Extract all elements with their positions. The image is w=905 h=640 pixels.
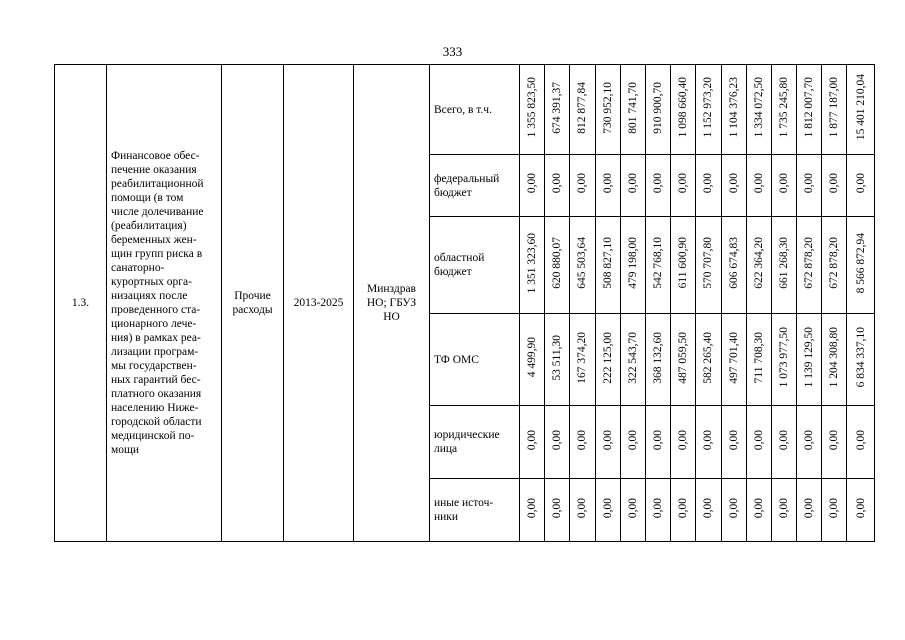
value-text: 1 139 129,50: [803, 327, 816, 388]
value-text: 0,00: [828, 429, 841, 451]
value-text: 0,00: [727, 173, 740, 194]
value-cell: [721, 217, 746, 314]
value-text: 0,00: [828, 497, 841, 519]
value-text: 368 132,60: [652, 331, 665, 384]
value-cell: [570, 406, 595, 479]
value-cell: [620, 479, 645, 542]
value-cell: [520, 479, 545, 542]
value-text: 0,00: [828, 173, 841, 194]
value-text: 672 878,20: [828, 237, 841, 289]
value-text: 15 401 210,04: [854, 74, 867, 141]
implementation-period: 2013-2025: [284, 65, 354, 542]
value-cell: [671, 65, 696, 155]
budget-table: [54, 64, 875, 542]
value-cell: [620, 314, 645, 406]
value-cell: [520, 155, 545, 217]
value-text: 0,00: [803, 497, 816, 519]
value-text: 1 812 007,70: [803, 77, 816, 138]
value-text: 0,00: [601, 429, 614, 451]
value-cell: [771, 314, 796, 406]
value-text: 0,00: [652, 429, 665, 451]
value-text: 645 503,64: [576, 237, 589, 289]
value-text: 0,00: [576, 497, 589, 519]
table-row: [55, 65, 875, 155]
value-text: 606 674,83: [727, 237, 740, 289]
value-cell: [771, 479, 796, 542]
value-cell: [822, 217, 847, 314]
value-cell: [520, 217, 545, 314]
value-text: 1 152 973,20: [702, 77, 715, 138]
value-text: 322 543,70: [626, 331, 639, 384]
value-text: 620 880,07: [551, 237, 564, 289]
value-text: 0,00: [777, 497, 790, 519]
value-cell: [620, 406, 645, 479]
value-cell: [847, 314, 874, 406]
value-cell: [771, 217, 796, 314]
value-cell: [671, 314, 696, 406]
value-cell: [847, 479, 874, 542]
value-text: 479 198,00: [626, 237, 639, 289]
value-text: 0,00: [803, 173, 816, 194]
value-cell: [620, 155, 645, 217]
value-text: 1 877 187,00: [828, 77, 841, 138]
value-text: 0,00: [626, 497, 639, 519]
value-cell: [746, 217, 771, 314]
value-text: 0,00: [677, 429, 690, 451]
value-text: 0,00: [551, 429, 564, 451]
value-text: 6 834 337,10: [854, 327, 867, 388]
value-text: 570 707,80: [702, 237, 715, 289]
value-cell: [696, 65, 721, 155]
value-cell: [721, 155, 746, 217]
value-cell: [771, 65, 796, 155]
value-cell: [847, 406, 874, 479]
value-text: 0,00: [702, 497, 715, 519]
value-cell: [822, 65, 847, 155]
value-cell: [746, 155, 771, 217]
value-cell: [671, 155, 696, 217]
value-cell: [797, 479, 822, 542]
value-text: 0,00: [777, 429, 790, 451]
value-cell: [746, 65, 771, 155]
value-text: 1 204 308,80: [828, 327, 841, 388]
value-text: 622 364,20: [752, 237, 765, 289]
value-text: 53 511,30: [551, 334, 564, 381]
value-cell: [645, 155, 670, 217]
value-text: 0,00: [551, 497, 564, 519]
page-number: 333: [442, 44, 463, 59]
value-text: 0,00: [727, 429, 740, 451]
value-cell: [771, 155, 796, 217]
value-cell: [645, 406, 670, 479]
value-cell: [847, 65, 874, 155]
value-cell: [797, 314, 822, 406]
value-cell: [721, 406, 746, 479]
value-text: 8 566 872,94: [854, 232, 867, 294]
value-cell: [570, 314, 595, 406]
value-cell: [570, 479, 595, 542]
value-cell: [595, 65, 620, 155]
value-cell: [797, 155, 822, 217]
value-cell: [721, 479, 746, 542]
value-text: 812 877,84: [576, 81, 589, 134]
value-text: 0,00: [854, 497, 867, 519]
value-cell: [771, 406, 796, 479]
value-cell: [671, 217, 696, 314]
value-cell: [847, 217, 874, 314]
value-text: 0,00: [854, 173, 867, 194]
value-cell: [520, 65, 545, 155]
value-cell: [645, 65, 670, 155]
value-text: 1 098 660,40: [677, 77, 690, 138]
value-cell: [595, 406, 620, 479]
value-cell: [545, 65, 570, 155]
value-text: 0,00: [677, 497, 690, 519]
value-cell: [570, 155, 595, 217]
row-number: 1.3.: [55, 65, 107, 542]
value-text: 0,00: [526, 429, 539, 451]
value-cell: [595, 479, 620, 542]
value-cell: [645, 217, 670, 314]
value-text: 1 073 977,50: [777, 327, 790, 388]
value-cell: [595, 314, 620, 406]
value-cell: [570, 65, 595, 155]
value-cell: [645, 479, 670, 542]
value-cell: [545, 217, 570, 314]
value-text: 0,00: [727, 497, 740, 519]
value-text: 0,00: [803, 429, 816, 451]
value-text: 0,00: [652, 173, 665, 194]
value-text: 167 374,20: [576, 331, 589, 384]
value-text: 730 952,10: [601, 81, 614, 134]
value-text: 0,00: [702, 429, 715, 451]
value-cell: [595, 217, 620, 314]
value-text: 1 334 072,50: [752, 77, 765, 138]
value-cell: [696, 479, 721, 542]
value-cell: [746, 479, 771, 542]
value-text: 0,00: [752, 429, 765, 451]
value-text: 1 735 245,80: [777, 77, 790, 138]
value-cell: [797, 65, 822, 155]
value-text: 0,00: [626, 429, 639, 451]
value-cell: [545, 314, 570, 406]
value-text: 801 741,70: [626, 81, 639, 134]
value-text: 0,00: [752, 497, 765, 519]
value-text: 508 827,10: [601, 237, 614, 289]
value-text: 0,00: [752, 173, 765, 194]
funding-source-label: юридические лица: [430, 406, 520, 479]
value-cell: [822, 314, 847, 406]
value-text: 711 708,30: [752, 331, 765, 384]
value-cell: [570, 217, 595, 314]
value-cell: [620, 65, 645, 155]
value-cell: [620, 217, 645, 314]
value-text: 222 125,00: [601, 331, 614, 384]
value-cell: [595, 155, 620, 217]
value-text: 497 701,40: [727, 331, 740, 384]
value-cell: [545, 406, 570, 479]
value-cell: [696, 155, 721, 217]
value-cell: [746, 406, 771, 479]
value-text: 910 900,70: [652, 81, 665, 134]
value-text: 0,00: [526, 173, 539, 194]
value-cell: [696, 314, 721, 406]
value-cell: [721, 314, 746, 406]
value-text: 4 499,90: [526, 337, 539, 378]
value-text: 0,00: [526, 497, 539, 519]
expense-type: Прочие расходы: [222, 65, 284, 542]
value-cell: [671, 479, 696, 542]
funding-source-label: федеральный бюджет: [430, 155, 520, 217]
value-text: 0,00: [626, 173, 639, 194]
value-text: 487 059,50: [677, 331, 690, 384]
value-text: 0,00: [601, 497, 614, 519]
value-text: 611 600,90: [677, 237, 690, 289]
value-text: 1 351 323,60: [526, 232, 539, 294]
value-text: 672 878,20: [803, 237, 816, 289]
measure-description: Финансовое обес- печение оказания реабилитационной помощи (в том числе долечивание (реабилитация) беременных жен- щин групп риска в санаторно- курортных орга- низациях после проведенного ста- ционарного лече- ния) в рамках реа- лизации програм- мы государствен- ных гарантий бес- платного оказания населению Ниже- городской области медицинской по- мощи: [107, 65, 222, 542]
funding-source-label: областной бюджет: [430, 217, 520, 314]
value-cell: [822, 479, 847, 542]
value-cell: [847, 155, 874, 217]
value-cell: [696, 217, 721, 314]
value-text: 0,00: [576, 173, 589, 194]
funding-source-label: иные источ- ники: [430, 479, 520, 542]
value-text: 542 768,10: [652, 237, 665, 289]
value-cell: [721, 65, 746, 155]
value-text: 0,00: [702, 173, 715, 194]
value-cell: [671, 406, 696, 479]
value-cell: [545, 155, 570, 217]
value-cell: [797, 406, 822, 479]
value-text: 0,00: [777, 173, 790, 194]
value-text: 1 104 376,23: [727, 77, 740, 138]
value-cell: [520, 406, 545, 479]
value-text: 0,00: [601, 173, 614, 194]
value-text: 0,00: [551, 173, 564, 194]
executor: Минздрав НО; ГБУЗ НО: [354, 65, 430, 542]
value-text: 0,00: [576, 429, 589, 451]
value-text: 0,00: [652, 497, 665, 519]
value-cell: [520, 314, 545, 406]
value-text: 674 391,37: [551, 81, 564, 134]
value-cell: [822, 155, 847, 217]
value-text: 0,00: [854, 429, 867, 451]
value-cell: [746, 314, 771, 406]
value-text: 661 268,30: [777, 237, 790, 289]
value-text: 582 265,40: [702, 331, 715, 384]
value-cell: [645, 314, 670, 406]
value-cell: [696, 406, 721, 479]
value-text: 1 355 823,50: [526, 77, 539, 138]
funding-source-label: ТФ ОМС: [430, 314, 520, 406]
value-cell: [797, 217, 822, 314]
value-cell: [822, 406, 847, 479]
value-text: 0,00: [677, 173, 690, 194]
funding-source-label: Всего, в т.ч.: [430, 65, 520, 155]
value-cell: [545, 479, 570, 542]
